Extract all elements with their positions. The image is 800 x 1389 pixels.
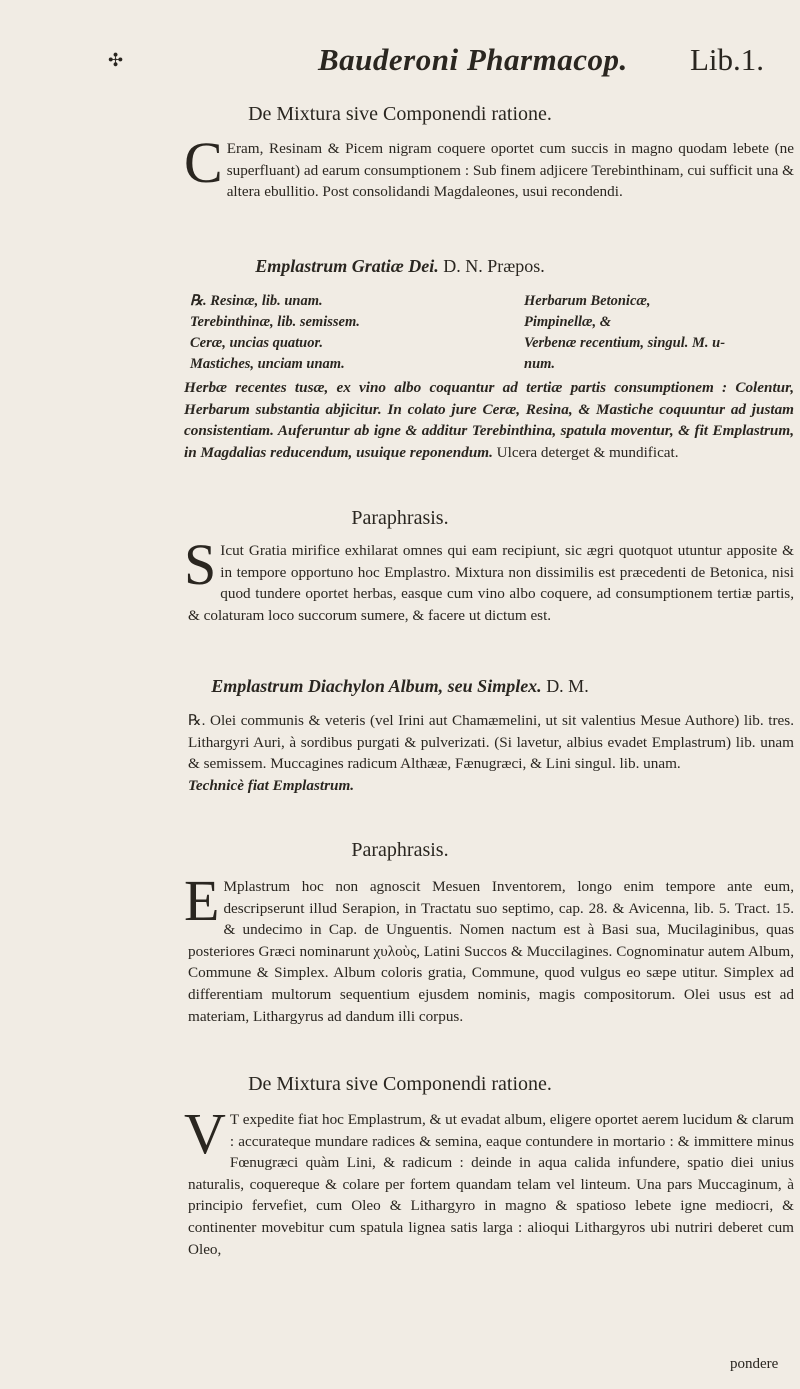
plaster-title (0, 256, 800, 277)
recipe-line: Terebinthinæ, lib. semissem. (190, 314, 360, 330)
recipe-line: Ceræ, uncias quatuor. (190, 335, 323, 351)
drop-cap: S (184, 532, 217, 597)
recipe-technice: Technicè fiat Emplastrum. (188, 776, 355, 794)
paragraph-text: Eram, Resinam & Picem nigram coquere oportet cum succis in magno quodam lebete (ne superfluant) ad earum consumptionem : Sub finem adjicere Terebinthinam, cui sufficit una & altera ebullitio. Post consolidandi Magdaleones, usui recondendi. (226, 140, 794, 201)
ornament-icon: ✣ (108, 50, 124, 70)
drop-cap: C (184, 130, 223, 195)
recipe-right-column (524, 291, 794, 375)
plaster-title (0, 676, 800, 697)
drop-cap: E (184, 868, 220, 933)
plaster-name: Emplastrum Diachylon Album, seu Simplex. (211, 676, 542, 696)
section-heading: De Mixtura sive Componendi ratione. (248, 1073, 552, 1095)
paraphrasis-paragraph (184, 532, 794, 626)
recipe-line: Pimpinellæ, & (524, 314, 611, 330)
recipe-body: ℞. Olei communis & veteris (vel Irini aut Chamæmelini, ut sit valentius Mesue Authore) lib. tres. Lithargyri Auri, à sordibus purgati & pulverizati. (Si lavetur, albius evadet Emplastrum) lib. unam & semissem. Muccagines radicum Althææ, Fænugræci, & Lini singul. lib. unam. (188, 712, 794, 773)
running-title: Bauderoni Pharmacop. (318, 42, 628, 77)
section-heading: De Mixtura sive Componendi ratione. (248, 103, 552, 125)
recipe-line: ℞. Resinæ, lib. unam. (190, 293, 323, 309)
recipe-left-column (190, 291, 510, 375)
recipe-line: num. (524, 356, 556, 372)
recipe-line: Verbenæ recentium, singul. M. u- (524, 335, 726, 351)
directions-end: Ulcera deterget & mundificat. (496, 443, 679, 461)
paraphrasis-heading: Paraphrasis. (351, 507, 449, 529)
paragraph-text: Mplastrum hoc non agnoscit Mesuen Inventorem, longo enim tempore ante eum, descripserunt illud Serapion, in Tractatu suo septimo, cap. 28. & Avicenna, lib. 5. Tract. 15. & undecimo in Cap. de Unguentis. Nomen nactum est à Basi sua, Mucilaginibus, quas posteriores Græci nominarunt χυλοὺς, Latini Succos & Muccilagines. Cognominatur autem Album, Commune & Simplex. Album coloris gratia, Commune, quod vulgus eo sæpe utitur. Simplex ad differentiam multorum sequentium ejusdem nominis, magis compositorum. Olei usus est ad materiam, Lithargyrus ad dandum illi corpus. (188, 878, 794, 1025)
catchword: pondere (730, 1356, 779, 1372)
book-number: Lib.1. (690, 42, 765, 77)
plaster-author: D. N. Præpos. (443, 256, 545, 276)
paraphrasis-heading: Paraphrasis. (351, 839, 449, 861)
plaster-author: D. M. (546, 676, 589, 696)
drop-cap: V (184, 1101, 226, 1166)
recipe-line: Herbarum Betonicæ, (524, 293, 651, 309)
paragraph-text: T expedite fiat hoc Emplastrum, & ut evadat album, eligere oportet aerem lucidum & clarum : accurateque mundare radices & semina, eaque contundere in mortario : & immittere minus Fœnugræci quàm Lini, & radicum : deinde in aqua calida infundere, spatio diei unius naturalis, coquereque & colare per fortem quandam telam vel linteum. Una pars Muccaginum, à principio fervefiet, cum Oleo & Lithargyro in magno & spatioso lebete igne mediocri, & continenter movebitur cum spatula lignea satis larga : alioqui Lithargyros ubi nutriri deberet cum Oleo, (188, 1111, 794, 1258)
recipe-line: Mastiches, unciam unam. (190, 356, 345, 372)
paragraph-text: Icut Gratia mirifice exhilarat omnes qui eam recipiunt, sic ægri quotquot utuntur apposite & in tempore opportuno hoc Emplastro. Mixtura non dissimilis est præcedenti de Betonica, nisi quod tundere oportet herbas, easque cum vino albo coquere, ad consumptionem tertiæ partis, & colaturam loco succorum sumere, & facere ut dictum est. (188, 542, 794, 624)
directions-text: Herbæ recentes tusæ, ex vino albo coquantur ad tertiæ partis consumptionem : Colentur, Herbarum substantia abjicitur. In colato jure Ceræ, Resina, & Mastiche coquuntur ad justam consistentiam. Auferuntur ab igne & additur Terebinthina, spatula moventur, & fit Emplastrum, in Magdalias reducendum, usuique reponendum. (184, 379, 794, 461)
recipe-directions (184, 377, 794, 463)
section-paragraph (184, 1101, 794, 1260)
recipe-text (188, 710, 794, 796)
paraphrasis-paragraph (184, 868, 794, 1027)
running-header (0, 42, 800, 82)
section-paragraph (184, 130, 794, 203)
plaster-name: Emplastrum Gratiæ Dei. (255, 256, 439, 276)
